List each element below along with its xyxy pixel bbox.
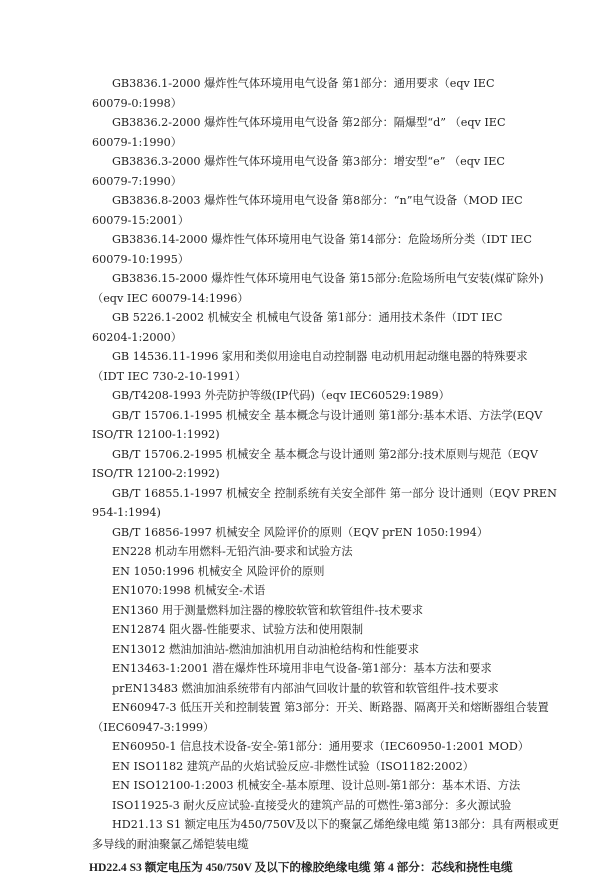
reference-item bbox=[92, 796, 512, 816]
reference-line: EN1360 用于测量燃料加注器的橡胶软管和软管组件-技术要求 bbox=[112, 603, 424, 617]
reference-line: EN13463-1:2001 潜在爆炸性环境用非电气设备-第1部分：基本方法和要求 bbox=[112, 662, 492, 675]
reference-list bbox=[89, 74, 560, 878]
reference-item bbox=[92, 737, 530, 757]
reference-line: GB 5226.1-2002 机械安全 机械电气设备 第1部分：通用技术条件（IDT IEC bbox=[112, 311, 503, 324]
reference-item bbox=[92, 679, 512, 699]
reference-item bbox=[92, 757, 512, 777]
reference-line: EN60947-3 低压开关和控制装置 第3部分：开关、断路器、隔离开关和熔断器组合装置 bbox=[112, 701, 549, 714]
reference-item bbox=[92, 347, 528, 386]
reference-line: 60204-1:2000） bbox=[92, 330, 182, 344]
reference-item bbox=[92, 659, 512, 679]
reference-line: prEN13483 燃油加油系统带有内部油气回收计量的软管和软管组件-技术要求 bbox=[112, 681, 499, 695]
reference-line: 多导线的耐油聚氯乙烯铠装电缆 bbox=[92, 837, 249, 851]
reference-line: HD21.13 S1 额定电压为450/750V及以下的聚氯乙烯绝缘电缆 第13部分：具有两根或更 bbox=[112, 818, 560, 831]
reference-item bbox=[92, 815, 560, 854]
reference-line: （IDT IEC 730-2-10-1991） bbox=[92, 369, 247, 383]
reference-item bbox=[92, 113, 512, 152]
reference-item bbox=[92, 640, 512, 660]
reference-item bbox=[92, 581, 512, 601]
reference-line: EN 1050:1996 机械安全 风险评价的原则 bbox=[112, 564, 325, 578]
reference-line: GB/T 15706.2-1995 机械安全 基本概念与设计通则 第2部分:技术原则与规范（EQV bbox=[112, 447, 538, 461]
reference-line: （eqv IEC 60079-14:1996） bbox=[92, 291, 249, 305]
reference-line: ISO11925-3 耐火反应试验-直接受火的建筑产品的可燃性-第3部分：多火源试验 bbox=[112, 798, 512, 812]
reference-item bbox=[92, 386, 512, 406]
reference-line: EN60950-1 信息技术设备-安全-第1部分：通用要求（IEC60950-1:2001 MOD） bbox=[112, 740, 530, 753]
reference-line: HD22.4 S3 额定电压为 450/750V 及以下的橡胶绝缘电缆 第 4 部分：芯线和挠性电缆 bbox=[89, 861, 513, 874]
reference-line: GB 14536.11-1996 家用和类似用途电自动控制器 电动机用起动继电器的特殊要求 bbox=[112, 350, 528, 363]
reference-line: EN ISO12100-1:2003 机械安全-基本原理、设计总则-第1部分：基本术语、方法 bbox=[112, 779, 521, 792]
reference-item bbox=[92, 269, 544, 308]
reference-line: EN228 机动车用燃料-无铅汽油-要求和试验方法 bbox=[112, 545, 353, 558]
reference-item bbox=[89, 858, 512, 878]
reference-item bbox=[92, 620, 512, 640]
reference-item bbox=[92, 308, 512, 347]
reference-item bbox=[92, 698, 549, 737]
reference-item bbox=[92, 484, 557, 523]
reference-line: ISO/TR 12100-2:1992) bbox=[92, 467, 220, 480]
reference-item bbox=[92, 191, 523, 230]
reference-item bbox=[92, 406, 543, 445]
reference-line: GB3836.2-2000 爆炸性气体环境用电气设备 第2部分：隔爆型“d” （eqv IEC bbox=[112, 116, 506, 129]
reference-item bbox=[92, 562, 512, 582]
reference-line: 60079-1:1990） bbox=[92, 135, 182, 149]
reference-item bbox=[92, 523, 512, 543]
reference-line: GB3836.3-2000 爆炸性气体环境用电气设备 第3部分：增安型“e” （eqv IEC bbox=[112, 155, 505, 168]
reference-line: GB3836.1-2000 爆炸性气体环境用电气设备 第1部分：通用要求（eqv IEC bbox=[112, 77, 495, 90]
reference-line: 60079-15:2001） bbox=[92, 213, 190, 227]
reference-line: GB/T4208-1993 外壳防护等级(IP代码)（eqv IEC60529:1989） bbox=[112, 389, 450, 402]
reference-line: EN1070:1998 机械安全-术语 bbox=[112, 584, 266, 597]
reference-item bbox=[92, 776, 521, 796]
reference-line: GB/T 16856-1997 机械安全 风险评价的原则（EQV prEN 1050:1994） bbox=[112, 525, 489, 539]
reference-line: GB3836.14-2000 爆炸性气体环境用电气设备 第14部分：危险场所分类（IDT IEC bbox=[112, 233, 532, 246]
reference-line: 954-1:1994) bbox=[92, 506, 161, 519]
reference-line: EN12874 阻火器-性能要求、试验方法和使用限制 bbox=[112, 623, 364, 636]
reference-item bbox=[92, 74, 512, 113]
reference-line: 60079-7:1990） bbox=[92, 174, 182, 188]
reference-line: GB3836.8-2003 爆炸性气体环境用电气设备 第8部分：“n”电气设备（MOD IEC bbox=[112, 194, 523, 207]
reference-line: EN13012 燃油加油站-燃油加油机用自动油枪结构和性能要求 bbox=[112, 642, 420, 656]
reference-line: GB/T 15706.1-1995 机械安全 基本概念与设计通则 第1部分:基本术语、方法学(EQV bbox=[112, 408, 543, 422]
reference-item bbox=[92, 152, 512, 191]
reference-line: （IEC60947-3:1999） bbox=[92, 720, 215, 734]
reference-item bbox=[92, 445, 538, 484]
reference-line: 60079-10:1995） bbox=[92, 252, 190, 266]
reference-line: EN ISO1182 建筑产品的火焰试验反应-非燃性试验（ISO1182:2002） bbox=[112, 759, 474, 773]
reference-line: GB3836.15-2000 爆炸性气体环境用电气设备 第15部分:危险场所电气安装(煤矿除外) bbox=[112, 272, 544, 285]
reference-item bbox=[92, 230, 532, 269]
reference-item bbox=[92, 542, 512, 562]
reference-item bbox=[92, 601, 512, 621]
reference-line: ISO/TR 12100-1:1992) bbox=[92, 428, 220, 441]
reference-line: GB/T 16855.1-1997 机械安全 控制系统有关安全部件 第一部分 设计通则（EQV PREN bbox=[112, 486, 557, 500]
reference-line: 60079-0:1998） bbox=[92, 96, 182, 110]
